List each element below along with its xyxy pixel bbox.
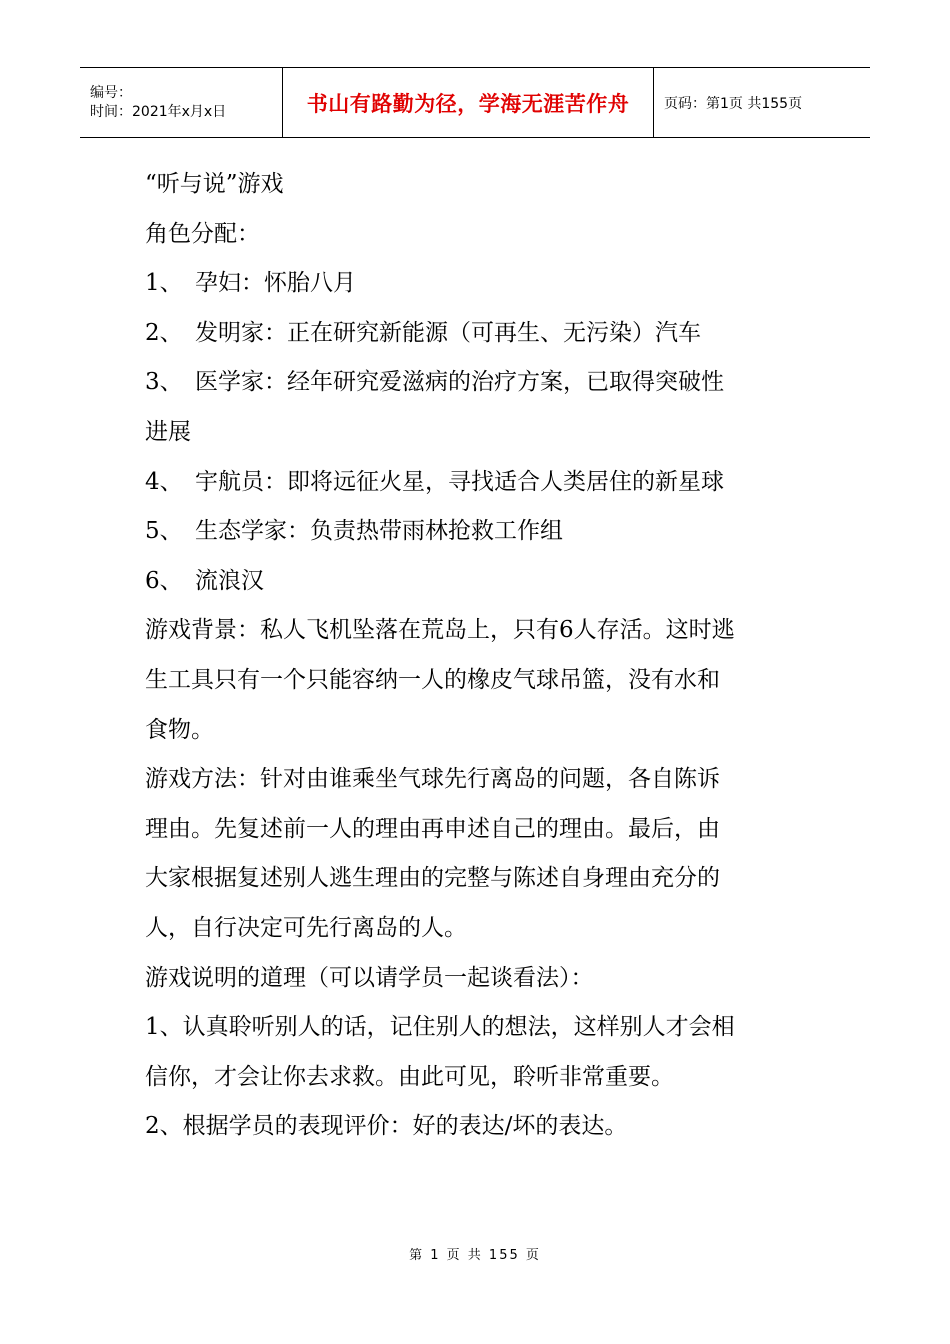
role-number: 6、 [145, 567, 183, 594]
paragraph-line: 1、认真聆听别人的话，记住别人的想法，这样别人才会相 [145, 1014, 735, 1041]
paragraph-line: 2、根据学员的表现评价：好的表达/坏的表达。 [145, 1113, 628, 1140]
header-page-info-cell [654, 68, 870, 137]
roles-list [145, 259, 810, 606]
role-item [145, 507, 810, 557]
page-info: 页码：第1页 共155页 [664, 95, 803, 112]
role-number: 4、 [145, 468, 183, 495]
role-text: 进展 [145, 418, 191, 445]
role-number: 3、 [145, 369, 183, 396]
paragraph-line: 游戏说明的道理（可以请学员一起谈看法）： [145, 964, 594, 991]
paragraphs [145, 606, 810, 1152]
role-text: 发明家：正在研究新能源（可再生、无污染）汽车 [195, 319, 701, 346]
role-item [145, 458, 810, 508]
paragraph-line: 人，自行决定可先行离岛的人。 [145, 914, 467, 941]
paragraph-line: 大家根据复述别人逃生理由的完整与陈述自身理由充分的 [145, 865, 720, 892]
header-meta [80, 68, 282, 137]
role-number: 1、 [145, 270, 183, 297]
role-item [145, 408, 810, 458]
role-text: 流浪汉 [195, 567, 264, 594]
header-motto-cell [282, 68, 654, 137]
role-item [145, 309, 810, 359]
role-number: 2、 [145, 319, 183, 346]
role-text: 孕妇：怀胎八月 [195, 270, 356, 297]
role-text: 宇航员：即将远征火星，寻找适合人类居住的新星球 [195, 468, 724, 495]
number-label: 编号： [90, 84, 132, 101]
paragraph-line: 信你，才会让你去求救。由此可见，聆听非常重要。 [145, 1063, 674, 1090]
roles-heading: 角色分配： [145, 220, 260, 247]
role-item [145, 259, 810, 309]
role-item [145, 358, 810, 408]
role-item [145, 557, 810, 607]
date-label: 时间：2021年x月x日 [90, 103, 227, 120]
page-footer: 第 1 页 共 155 页 [409, 1248, 541, 1263]
role-text: 生态学家：负责热带雨林抢救工作组 [195, 518, 563, 545]
paragraph-line: 游戏方法：针对由谁乘坐气球先行离岛的问题，各自陈诉 [145, 766, 720, 793]
role-number: 5、 [145, 518, 183, 545]
motto: 书山有路勤为径，学海无涯苦作舟 [306, 91, 630, 116]
document-title: “听与说”游戏 [145, 171, 284, 197]
document-body [145, 160, 810, 1152]
page-header [80, 67, 870, 138]
paragraph-line: 游戏背景：私人飞机坠落在荒岛上，只有6人存活。这时逃 [145, 617, 735, 644]
paragraph-line: 食物。 [145, 716, 214, 743]
paragraph-line: 生工具只有一个只能容纳一人的橡皮气球吊篮，没有水和 [145, 666, 720, 693]
paragraph-line: 理由。先复述前一人的理由再申述自己的理由。最后，由 [145, 815, 720, 842]
role-text: 医学家：经年研究爱滋病的治疗方案，已取得突破性 [195, 369, 724, 396]
